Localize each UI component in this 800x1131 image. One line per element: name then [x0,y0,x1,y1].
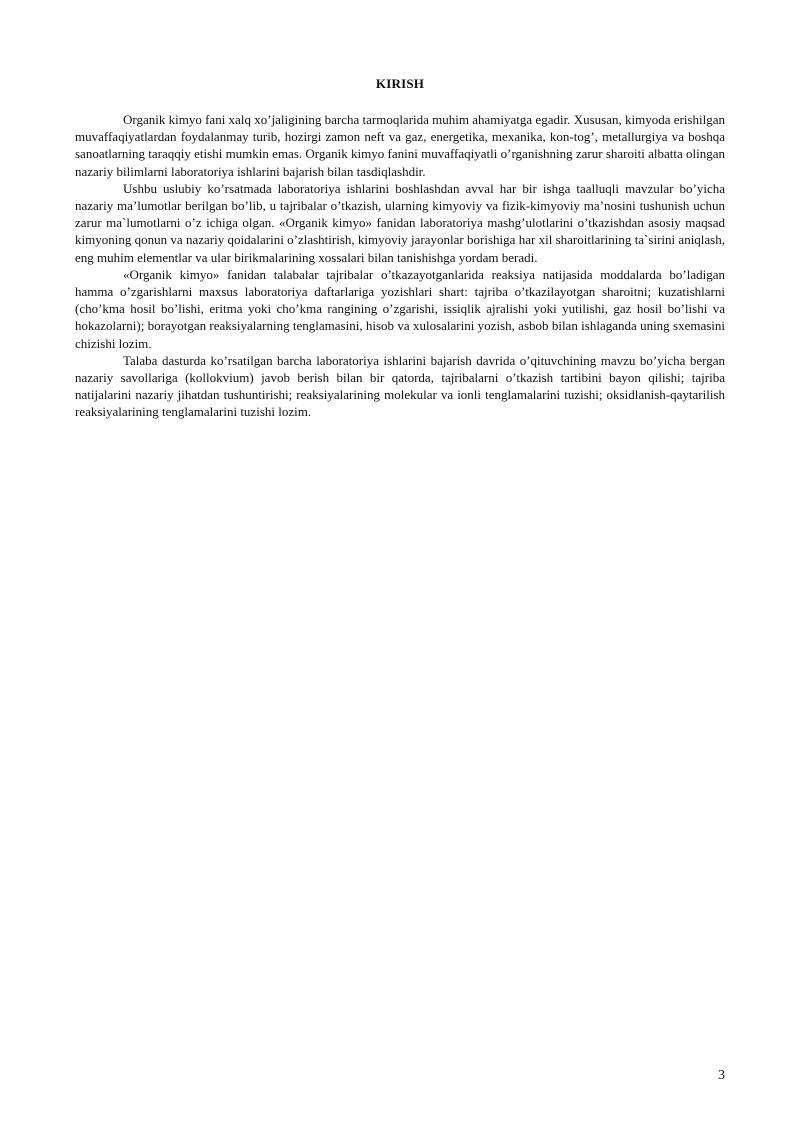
paragraph-3: «Organik kimyo» fanidan talabalar tajribalar o’tkazayotganlarida reaksiya natijasida moddalarda bo’ladigan hamma o’zgarishlarni maxsus laboratoriya daftarlariga yozishlari shart: tajriba o’tkazilayotgan sharoitni; kuzatishlarni (cho’kma hosil bo’lishi, eritma yoki cho’kma rangining o’zgarishi, issiqlik ajralishi yoki yutilishi, gaz hosil bo’lishi va hokazolarni); borayotgan reaksiyalarning tenglamasini, hisob va xulosalarini yozish, asbob bilan ishlaganda uning sxemasini chizishi lozim. [75,266,725,351]
paragraph-2: Ushbu uslubiy ko’rsatmada laboratoriya ishlarini boshlashdan avval har bir ishga taalluqli mavzular bo’yicha nazariy ma’lumotlar berilgan bo’lib, u tajribalar o’tkazish, ularning kimyoviy va fizik-kimyoviy ma’nosini tushunish uchun zarur ma`lumotlarni o’z ichiga olgan. «Organik kimyo» fanidan laboratoriya mashg’ulotlarini o’tkazishdan asosiy maqsad kimyoning qonun va nazariy qoidalarini o’zlashtirish, kimyoviy jarayonlar borishiga har xil sharoitlarining ta`sirini aniqlash, eng muhim elementlar va ular birikmalarining xossalari bilan tanishishga yordam beradi. [75,180,725,265]
paragraph-4: Talaba dasturda ko’rsatilgan barcha laboratoriya ishlarini bajarish davrida o’qituvchining mavzu bo’yicha bergan nazariy savollariga (kollokvium) javob berish bilan bir qatorda, tajribalarni o’tkazish tartibini bayon qilishi; tajriba natijalarini nazariy jihatdan tushuntirishi; reaksiyalarining molekular va ionli tenglamalarini tuzishi; oksidlanish-qaytarilish reaksiyalarining tenglamalarini tuzishi lozim. [75,352,725,420]
page-title: KIRISH [375,76,425,91]
paragraph-1: Organik kimyo fani xalq xo’jaligining barcha tarmoqlarida muhim ahamiyatga egadir. Xususan, kimyoda erishilgan muvaffaqiyatlardan foydalanmay turib, hozirgi zamon neft va gaz, energetika, mexanika, kon-tog’, metallurgiya va boshqa sanoatlarning taraqqiy etishi mumkin emas. Organik kimyo fanini muvaffaqiyatli o’rganishning zarur sharoiti albatta olingan nazariy bilimlarni laboratoriya ishlarini bajarish bilan tasdiqlashdir. [75,112,725,179]
page-number: 3 [718,1068,725,1083]
body-text [75,111,725,421]
